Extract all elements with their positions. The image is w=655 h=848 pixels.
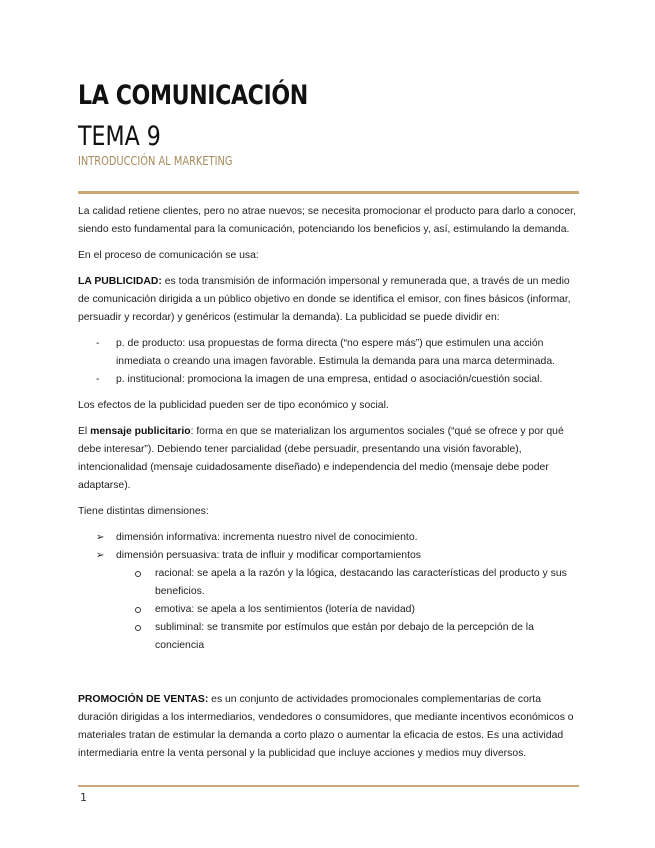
- footer-divider: [78, 785, 579, 787]
- list-item: [96, 529, 578, 547]
- promocion-paragraph: [78, 691, 578, 763]
- promocion-text: es un conjunto de actividades promocionales complementarias de corta duración dirigidas a los intermediarios, vendedores o consumidores, que mediante incentivos económicos o materiales tratan de estimular la demanda a corto plazo o aumentar la eficacia de estos. Es una actividad intermediaria entre la venta personal y la publicidad que incluye acciones y medios muy diversos.: [78, 694, 574, 759]
- mensaje-text: : forma en que se materializan los argumentos sociales (“qué se ofrece y por qué debe interesar”). Debiendo tener parcialidad (debe persuadir, presentando una visión favorable), intencionalidad (mensaje cuidadosamente diseñado) e independencia del medio (mensaje debe poder adaptarse).: [78, 426, 564, 491]
- dimensiones-intro: Tiene distintas dimensiones:: [78, 506, 209, 517]
- mensaje-label: mensaje publicitario: [90, 426, 191, 437]
- list-item: racional: se apela a la razón y la lógica, destacando las características del producto y sus beneficios.: [155, 565, 578, 601]
- publicidad-types-list: [78, 335, 578, 389]
- promocion-label: PROMOCIÓN DE VENTAS:: [78, 694, 209, 705]
- document-title: LA COMUNICACIÓN: [78, 80, 308, 111]
- persuasiva-sublist: [116, 565, 578, 655]
- dimension-persuasiva: dimensión persuasiva: trata de influir y modificar comportamientos: [116, 550, 421, 561]
- publicidad-paragraph: [78, 273, 578, 327]
- document-subtitle: TEMA 9: [78, 121, 161, 152]
- list-item: [96, 547, 578, 655]
- mensaje-paragraph: [78, 423, 578, 495]
- dimensiones-list: [78, 529, 578, 655]
- publicidad-text: es toda transmisión de información impersonal y remunerada que, a través de un medio de comunicación dirigida a un público objetivo en donde se identifica el emisor, con fines básicos (informar, persuadir y recordar) y genéricos (estimular la demanda). La publicidad se puede dividir en:: [78, 276, 571, 323]
- list-item: - p. institucional: promociona la imagen de una empresa, entidad o asociación/cuestión social.: [116, 371, 578, 389]
- intro-paragraph: La calidad retiene clientes, pero no atrae nuevos; se necesita promocionar el producto para darlo a conocer, siendo esto fundamental para la comunicación, potenciando los beneficios y, así, estimulando la demanda.: [78, 206, 576, 235]
- process-paragraph: En el proceso de comunicación se usa:: [78, 250, 259, 261]
- dimension-informativa: dimensión informativa: incrementa nuestro nivel de conocimiento.: [116, 532, 418, 543]
- publicidad-label: LA PUBLICIDAD:: [78, 276, 162, 287]
- section-spacer: [78, 663, 578, 691]
- header-divider: [78, 191, 579, 194]
- mensaje-prefix: El: [78, 426, 91, 437]
- arrow-bullet-icon: ➢: [96, 532, 105, 543]
- page-number: 1: [80, 791, 87, 804]
- arrow-bullet-icon: ➢: [96, 550, 105, 561]
- list-item: emotiva: se apela a los sentimientos (lotería de navidad): [155, 601, 578, 619]
- document-body: [78, 203, 578, 771]
- list-item: subliminal: se transmite por estímulos que están por debajo de la percepción de la conciencia: [155, 619, 578, 655]
- list-item: - p. de producto: usa propuestas de forma directa (“no espere más”) que estimulen una acción inmediata o creando una imagen favorable. Estimula la demanda para una marca determinada.: [116, 335, 578, 371]
- document-kicker: INTRODUCCIÓN AL MARKETING: [78, 154, 233, 168]
- efectos-paragraph: Los efectos de la publicidad pueden ser de tipo económico y social.: [78, 400, 389, 411]
